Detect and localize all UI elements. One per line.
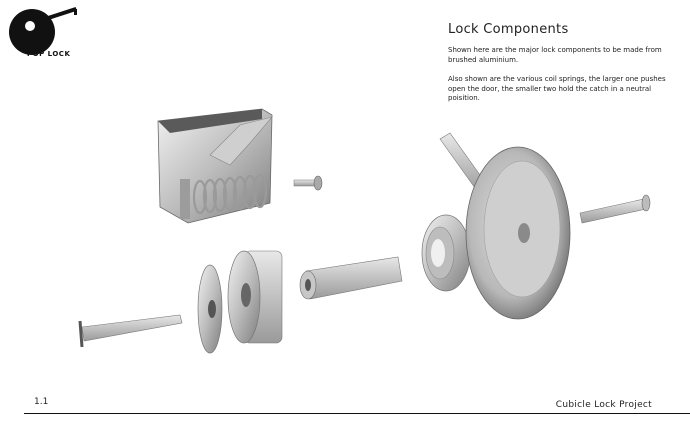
ring-collar [422, 215, 470, 291]
pin-rod [580, 195, 650, 223]
page-title: Lock Components [448, 22, 569, 37]
spindle-tube [300, 257, 402, 299]
cam-washer [198, 265, 222, 353]
long-screw [80, 315, 182, 347]
description-paragraph-1: Shown here are the major lock components to be made from brushed aluminium. [448, 46, 662, 64]
page-number: 1.1 [34, 397, 49, 407]
small-screw [294, 176, 322, 190]
description-paragraph-2: Also shown are the various coil springs, the larger one pushes open the door, the smaller two hold the catch in a neutral poisition. [448, 75, 666, 102]
project-name: Cubicle Lock Project [555, 400, 652, 410]
footer-divider [24, 413, 690, 414]
lock-components-illustration [0, 95, 690, 395]
thick-drum [228, 251, 282, 343]
logo-text: POP LOCK [27, 50, 71, 58]
